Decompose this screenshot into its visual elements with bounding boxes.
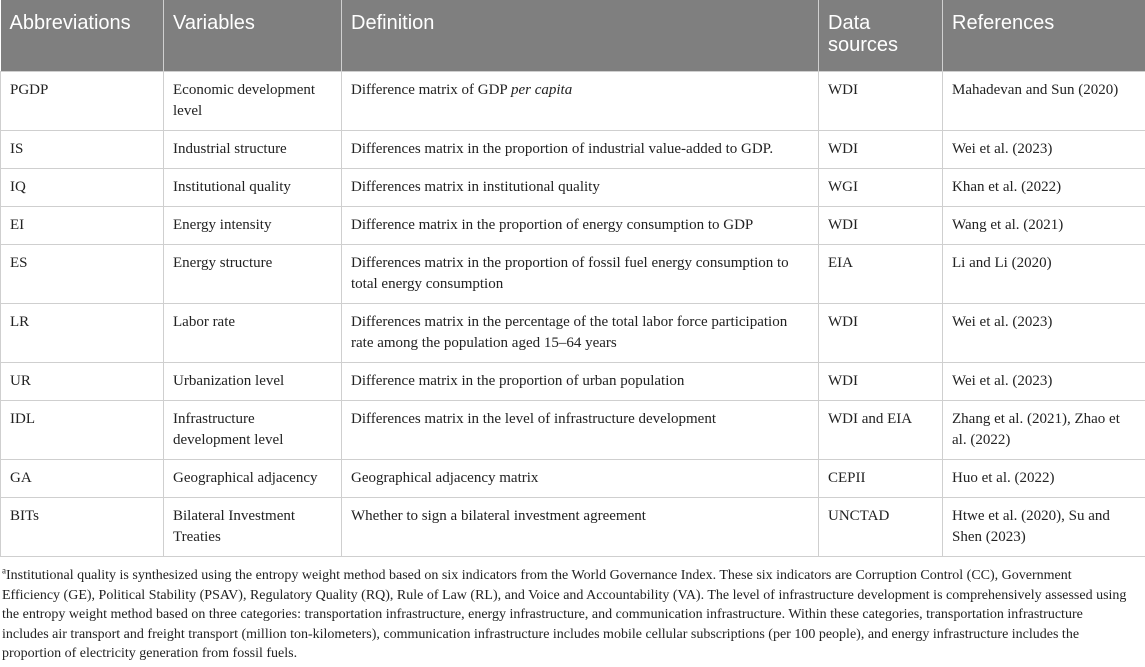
cell-definition: Difference matrix in the proportion of energy consumption to GDP (342, 206, 819, 244)
table-row (1, 206, 1145, 244)
cell-reference: Huo et al. (2022) (943, 459, 1145, 497)
table-row (1, 459, 1145, 497)
cell-data-source: WDI and EIA (819, 400, 943, 459)
cell-variable: Energy structure (164, 244, 342, 303)
table-body (1, 71, 1145, 556)
cell-definition: Difference matrix in the proportion of urban population (342, 362, 819, 400)
cell-data-source: UNCTAD (819, 497, 943, 556)
cell-reference: Htwe et al. (2020), Su and Shen (2023) (943, 497, 1145, 556)
table-row (1, 71, 1145, 130)
cell-data-source: WGI (819, 168, 943, 206)
cell-definition: Differences matrix in the level of infrastructure development (342, 400, 819, 459)
cell-reference: Li and Li (2020) (943, 244, 1145, 303)
cell-variable: Labor rate (164, 303, 342, 362)
cell-abbreviation: IS (1, 130, 164, 168)
cell-abbreviation: PGDP (1, 71, 164, 130)
table-row (1, 303, 1145, 362)
cell-variable: Economic development level (164, 71, 342, 130)
header-data-sources (819, 0, 943, 71)
cell-variable: Urbanization level (164, 362, 342, 400)
header-variables: Variables (164, 0, 342, 71)
header-definition: Definition (342, 0, 819, 71)
header-references: References (943, 0, 1145, 71)
cell-variable: Infrastructure development level (164, 400, 342, 459)
cell-definition: Differences matrix in the proportion of industrial value-added to GDP. (342, 130, 819, 168)
definition-text: Difference matrix of GDP (351, 81, 511, 98)
table-row (1, 130, 1145, 168)
header-data-sources-line2: sources (828, 34, 899, 56)
cell-variable: Energy intensity (164, 206, 342, 244)
cell-variable: Industrial structure (164, 130, 342, 168)
header-row (1, 0, 1145, 71)
cell-abbreviation: IQ (1, 168, 164, 206)
cell-abbreviation: EI (1, 206, 164, 244)
cell-abbreviation: LR (1, 303, 164, 362)
cell-definition: Geographical adjacency matrix (342, 459, 819, 497)
cell-data-source: WDI (819, 303, 943, 362)
cell-data-source: WDI (819, 130, 943, 168)
cell-abbreviation: GA (1, 459, 164, 497)
table-header (1, 0, 1145, 71)
cell-abbreviation: IDL (1, 400, 164, 459)
cell-abbreviation: ES (1, 244, 164, 303)
cell-definition: Differences matrix in institutional quality (342, 168, 819, 206)
cell-data-source: EIA (819, 244, 943, 303)
cell-variable: Bilateral Investment Treaties (164, 497, 342, 556)
table-row (1, 244, 1145, 303)
cell-reference: Wei et al. (2023) (943, 362, 1145, 400)
cell-definition: Differences matrix in the proportion of fossil fuel energy consumption to total energy consumption (342, 244, 819, 303)
cell-reference: Wei et al. (2023) (943, 303, 1145, 362)
cell-variable: Geographical adjacency (164, 459, 342, 497)
cell-definition: Differences matrix in the percentage of the total labor force participation rate among the population aged 15–64 years (342, 303, 819, 362)
cell-data-source: WDI (819, 71, 943, 130)
cell-definition (342, 71, 819, 130)
cell-data-source: CEPII (819, 459, 943, 497)
table-footnote (0, 566, 1132, 664)
table-row (1, 168, 1145, 206)
cell-reference: Wang et al. (2021) (943, 206, 1145, 244)
cell-definition: Whether to sign a bilateral investment agreement (342, 497, 819, 556)
cell-variable: Institutional quality (164, 168, 342, 206)
definition-italic: per capita (510, 81, 573, 98)
cell-reference: Khan et al. (2022) (943, 168, 1145, 206)
cell-data-source: WDI (819, 362, 943, 400)
footnote-text: Institutional quality is synthesized using the entropy weight method based on six indicators from the World Governance Index. These six indicators are Corruption Control (CC), Government Efficiency (GE), Political Stability (PSAV), Regulatory Quality (RQ), Rule of Law (RL), and Voice and Accountability (VA). The level of infrastructure development is comprehensively assessed using the entropy weight method based on three categories: transportation infrastructure, energy infrastructure, and communication infrastructure. Within these categories, transportation infrastructure includes air transport and freight transport (million ton-kilometers), communication infrastructure includes mobile cellular subscriptions (per 100 people), and energy infrastructure includes the proportion of electricity generation from fossil fuels. (2, 568, 1127, 661)
table-row (1, 362, 1145, 400)
header-data-sources-line1: Data (828, 12, 871, 34)
cell-data-source: WDI (819, 206, 943, 244)
cell-reference: Wei et al. (2023) (943, 130, 1145, 168)
table-row (1, 400, 1145, 459)
table-row (1, 497, 1145, 556)
cell-abbreviation: UR (1, 362, 164, 400)
footnote-marker: a (2, 565, 6, 576)
cell-reference: Zhang et al. (2021), Zhao et al. (2022) (943, 400, 1145, 459)
cell-abbreviation: BITs (1, 497, 164, 556)
header-abbreviations: Abbreviations (1, 0, 164, 71)
cell-reference: Mahadevan and Sun (2020) (943, 71, 1145, 130)
